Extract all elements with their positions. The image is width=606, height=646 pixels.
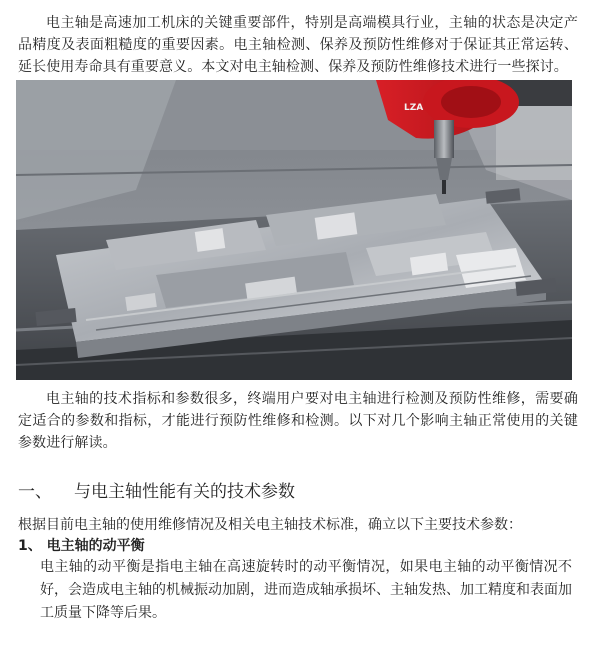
- spindle-head-label: LZA: [404, 103, 424, 113]
- basis-paragraph: 根据目前电主轴的使用维修情况及相关电主轴技术标准，确立以下主要技术参数：: [18, 517, 522, 533]
- item-heading: 1、 电主轴的动平衡: [18, 538, 145, 554]
- section-number: 一、: [18, 482, 52, 502]
- item-body: 电主轴的动平衡是指电主轴在高速旋转时的动平衡情况，如果电主轴的动平衡情况不好，会造成电主轴的机械振动加剧，进而造成轴承损坏、主轴发热、加工精度和表面加工质量下降等后果。: [40, 559, 572, 621]
- intro-paragraph: 电主轴是高速加工机床的关键重要部件，特别是高端模具行业，主轴的状态是决定产品精度及表面粗糙度的重要因素。电主轴检测、保养及预防性维修对于保证其正常运转、延长使用寿命具有重要意义。本文对电主轴检测、保养及预防性维修技术进行一些探讨。: [18, 15, 578, 75]
- section-title: 与电主轴性能有关的技术参数: [74, 482, 295, 502]
- tech-params-paragraph: 电主轴的技术指标和参数很多，终端用户要对电主轴进行检测及预防性维修，需要确定适合的参数和指标，才能进行预防性维修和检测。以下对几个影响主轴正常使用的关键参数进行解读。: [18, 391, 578, 451]
- section-heading: [18, 480, 295, 504]
- machining-photo: [16, 80, 572, 380]
